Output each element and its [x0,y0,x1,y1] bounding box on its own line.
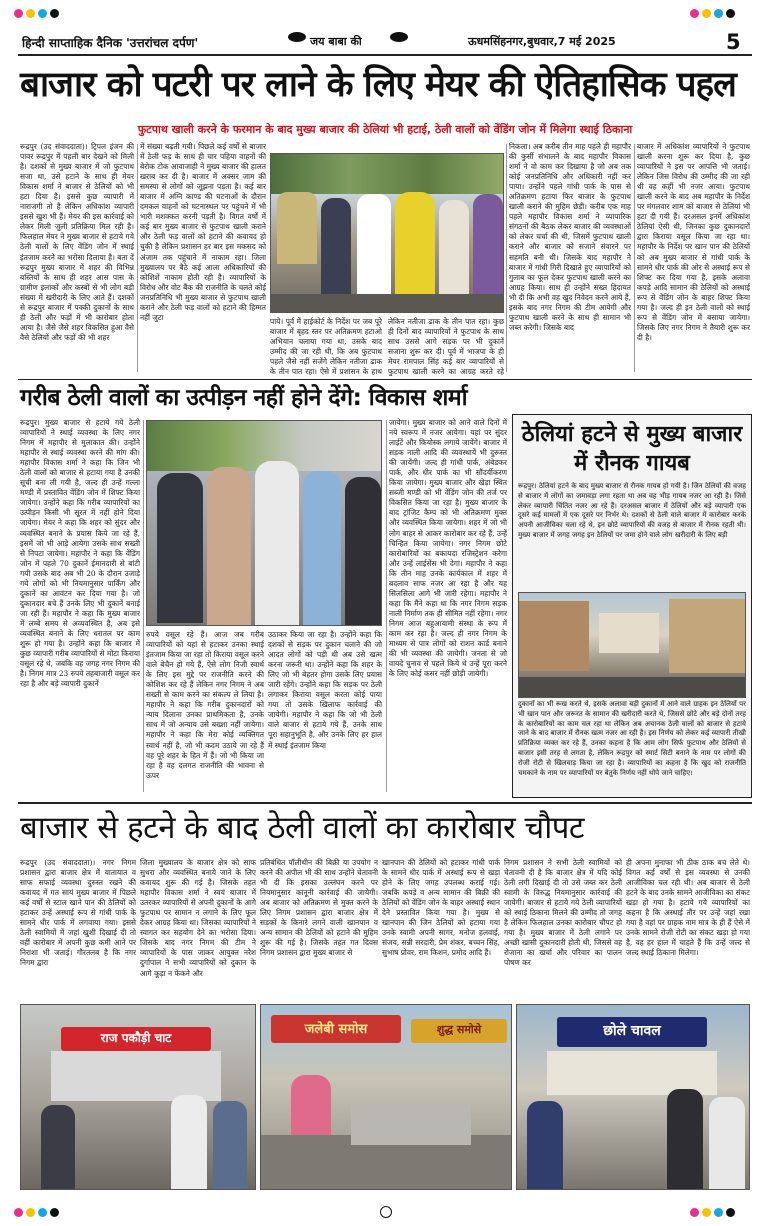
header-slogan: जय बाबा की [310,35,362,48]
story2-column-1: रूद्रपुर। मुख्य बाजार से हटाये गये ठेली व्यापारियों ने स्थाई व्यवस्था के लिए नगर निगम में महापौर से मुलाकात की। उन्होंने महापौर से स्थाई व्यवस्था करने की मांग की। महापौर विकास शर्मा ने कहा कि जिन भी ठेली वालों को बाजार से हटाया गया है उनकी सूची बना ली गयी है, जल्द ही उन्हें गल्ला मण्डी में प्रस्तावित वेंडिंग जोन में शिफ्ट किया जायेगा। उन्होंने कहा कि गरीब व्यापारियों का उत्पीड़न किसी भी सूरत में नहीं होने दिया जायेगा। मेयर ने कहा कि शहर को सुंदर और व्यवस्थित बनाने के प्रयास किये जा रहे हैं, इसमें जो भी आड़े आयेगा उसके साथ सख्ती से निपटा जायेगा। महापौर ने कहा कि वेंडिंग जोन में पहले 70 दुकानें ईमानदारी से बांटी गयी उसके बाद अब भी 20 के दौरान उजाड़े गये लोगों को भी नियमानुसार पार्किंग और दुकानें का आवंटन कर दिया गया है। जो दुकानदार बचे हैं उनके लिए भी दुकानें बनाई जा रही हैं। महापौर ने कहा कि मुख्य बाजार में लम्बे समय से अव्यवस्थित है, अब इसे व्यवस्थित बनाने के लिए धरातल पर काम शुरू हो गया है। उन्होंने कहा कि बाजार में कुछ व्यापारी गरीब व्यापारियों से मोटा किराया वसूल रहे थे, जबकि वह जगह नगर निगम की है। निगम मात्र 23 रुपये तहबाजारी वसूल कर रहा है और बड़े व्यापारी दुकानें [20,418,140,689]
story3-column-6: ही अपना मुनाफा भी ठीक ठाक बच लेते थे। विगत कई वर्षों से इस व्यवस्था से उनकी आजीविका चल रही थी। अब बाजार से ठेली हटने के बाद उनके सामने आजीविका का संकट खड़ा हो गया है। हटाये गये व्यापारियों का कहना है कि अस्थाई तौर पर उन्हें जहां रखा गया है वहां पर ग्राहक नाम मात्र के ही हैं ऐसे में उनके सामने रोजी रोटी का संकट खड़ा हो गया है, वह हर हाल में चाहते हैं कि उन्हें जल्द से जल्द स्थाई ठिकाना मिलेगा। [626,858,750,958]
story3-column-2: जिला मुख्यालय के बाजार क्षेत्र को साफ सुथरा और व्यवस्थित बनाये जाने के लिए कवायद शुरू की गई है। जिसके तहत महापौर विकास शर्मा ने स्वयं बाजार में उतरकर व्यापारियों से अपनी दुकानों के आगे फुटपाथ पर सामान न लगाने के लिए फूल देकर आग्रह किया था। जिसका व्यापारियों ने स्वागत कर सहयोग देने का भरोसा दिया। जिसके बाद नगर निगम की टीम ने व्यापारियों के पास जाकर आयुक्त नरेश दुर्गापाल ने सभी व्यापारियों को दुकान के आगे कूड़ा न फेंकने और [140,858,256,978]
color-dot-yellow [26,9,35,18]
color-dot-cyan [714,1208,723,1217]
color-dot-cyan [38,1208,47,1217]
header-rule [18,54,752,56]
story1-subheadline: फुटपाथ खाली करने के फरमान के बाद मुख्य बाजार की ठेलियां भी हटाई, ठेली वालों को वेंडिंग जोन में मिलेगा स्थाई ठिकाना [137,123,633,136]
box-story-paragraph-1: रूद्रपुर। ठेलियां हटने के बाद मुख्य बाजार से रौनक गायब हो गयी है। जिन ठेलियों की वजह से बाजार में लोगों का जमावड़ा लगा रहता था अब वह भीड़ गायब नजर आ रही है। जिसे लेकर व्यापारी चिंतित नजर आ रहे हैं। दरअसल बाजार में ठेलियों और बड़े व्यापारी एक दूसरे कई मामलों में एक दूसरे पर निर्भर थे। दशकों से ठेली वाले बाजार में कारोबार करके अपनी आजीविका चला रहे थे, इन छोटे व्यापारियों की वजह से बाजार में रौनक रहती थी। मुख्य बाजार में जगह जगह इन ठेलियों पर जमा होने वाले लोग खरीदारी के लिए बड़ी [518,482,746,539]
story2-column-4: जायेगा। मुख्य बाजार को आने वाले दिनों में नये स्वरूप में नजर आयेगा। यहां पर सुंदर लाईटें और कियोस्क लगाये जायेंगे। बाजार में सड़क नाली आदि की व्यवस्थायें भी दुरूस्त की जायेंगी। जल्द ही गांधी पार्क, अंबेडकर पार्क, और धीर पार्क का भी सौंदर्यीकरण किया जायेगा। मुख्य बाजार और खेड़ा स्थित सब्जी मण्डी को भी वेंडिंग जोन की तर्ज पर विकसित किया जा रहा है। मुख्य बाजार के बाद ट्रांजिट कैम्प को भी अतिक्रमण मुक्त और व्यवस्थित किया जायेगा। शहर में जो भी लोग बाहर से आकर कारोबार कर रहे हैं, उन्हें चिन्हित किया जायेगा। नगर निगम छोटे कारोबारियों का बकायदा रजिस्ट्रेशन करेगा और उन्हें लाईसेंस भी देगा। महापौर ने कहा कि तीन माह उनके कार्यकाल में शहर में बदलाव साफ नजर आ रहा है और यह सिलसिला आगे भी जारी रहेगा। महापौर ने कहा कि मैंने कहा था कि नगर निगम सड़क नाली निर्माण तक ही सीमित नहीं रहेगा। नगर निगम आज बहुआयामी संस्था के रूप में काम कर रहा है। जल्द ही नगर निगम के माध्यम से पात्र लोगों को राशन कार्ड बनाने की भी व्यवस्था की जायेगी। जनता से जो वायदे चुनाव से पहले किये थे उन्हें पूरा करने के लिए कोई कसर नहीं छोड़ी जायेगी। [389,418,507,679]
color-dot-black [50,9,59,18]
story1-column-5: निकला। अब करीब तीन माह पहले ही महापौर की कुर्सी संभालने के बाद महापौर विकास शर्मा ने वो काम कर दिखाया है जो अब तक कोई जनप्रतिनिधि और अधिकारी नहीं कर पाया। उन्होंने पहले गांधी पार्क के पास से अतिक्रमण हटाया फिर बाजार के फुटपाथ खाली कराने की मुहिम छेड़ी। करीब एक माह पहले महापौर विकास शर्मा ने व्यापारिक संगठनों की बैठक लेकर बाजार की व्यवस्थाओं को लेकर चर्चा की थी, जिसमें फुटपाथ खाली कराने और बाजार को सजाने संवारने पर सहमति बनी थी। जिसके बाद महापौर ने बाजार में गांधी गिरी दिखाते हुए व्यापारियों को गुलाब का फूल देकर फुटपाथ खाली करने का आग्रह किया। साथ ही उन्होंने सख्त हिदायत भी दी कि अभी वह खुद निवेदन करने आये हैं, इसके बाद नगर निगम की टीम आयेगी और फुटपाथ खाली करने के साथ ही सामान भी जब्त करेगी। जिसके बाद [509,142,631,332]
color-dot-pink [14,9,23,18]
story2-column-2: रुपये वसूल रहे हैं। आज जब गरीब व्यापारियों को यहां से हटाकर उनका स्थाई इंतजाम किया जा रहा तो किराया वसूल करने वाले बेचैन हो गये हैं, ऐसे लोग निजी स्वार्थ के लिए इस मुद्दे पर राजनीति करने की कोशिश कर रहे हैं लेकिन नगर निगम ने अब सख्ती से काम करने का संकल्प ले लिया है। महापौर ने कहा कि गरीब दुकानदारों को न्याय दिलाना उनका प्राथमिकता है, उनके साथ में जो अन्याय उसे बख्शा नहीं जायेगा। महापौर ने कहा कि मेरा कोई व्यक्तिगत स्वार्थ नहीं है, जो भी कदम उठाये जा रहे हैं वह पूरे शहर के हित में हैं। जो भी किया जा रहा है वह दलगत राजनीति की भावना से ऊपर [146,630,264,780]
story1-headline: बाजार को पटरी पर लाने के लिए मेयर की ऐतिहासिक पहल [20,65,736,105]
box-story-paragraph-2: दुकानों का भी रूख करते थे, इसके अलावा बड़ी दुकानों में आने वाले ग्राहक इन ठेलियों पर भी खान पान और जरूरत के सामान की खरीदारी करते थे, जिससे छोटे और बड़े दोनों तरह के कारोबारियों का काम चल रहा था लेकिन अब अचानक ठेली वालों को बाजार से हटाये जाने के बाद बाजार में रौनक खत्म नजर आ रही है। इस निर्णय को लेकर कई व्यापारी तीखी प्रतिक्रिया व्यक्त कर रहे हैं, उनका कहना है कि आम लोग सिर्फ फुटपाथ और ठेलियों से बाजार इसी तरह से लगता है, लेकिन रूद्रपुर को स्मार्ट सिटी बनाने के नाम पर लोगों की रोजी रोटी से खिलवाड़ किया जा रहा है। व्यापारियों का कहना है कि खुद को राजनीति चमकाने के नाम पर व्यापारियों पर बेतुके निर्णय नहीं थोपे जाने चाहिए। [518,700,746,777]
color-dot-yellow [702,9,711,18]
story3-column-4: खानपान की ठेलियों को हटाकर गांधी पार्क के सामने धीर पार्क में अस्थाई रूप से खड़ा होने के लिए जगह उपलब्ध कराई गई। जबकि कपड़े व अन्य सामान की बिक्री की ठेलियों को वेंडिंग जोन के बाहर अस्थाई स्थान देने प्रस्तावित किया गया है। मुख्य से खानपान की जिन ठेलियों को हटाया गया उनके स्वामी अपनी सागर, मनोज हलवाई, संजय, सन्नी सरदारी, प्रेम शंकर, बच्चन सिंह, सुभाष प्रोवर, राम किशन, प्रमोद आदि हैं। [382,858,500,958]
color-dot-pink [690,9,699,18]
color-dot-yellow [26,1208,35,1217]
story2-column-3: उठाकर किया जा रहा है। उन्होंने कहा कि दशकों से सड़क पर दुकान चलाने की जो आदत लोगों को पड़ी थी अब उसे खत्म करना जरूरी था। उन्होंने कहा कि शहर के लिए जो भी बेहतर होगा उसके लिए प्रयास जारी रहेंगे। उन्होंने कहा कि सड़क पर ठेली लगाकर किराया वसूल करता कोई पाया गया तो उसके खिलाफ कार्रवाई की जायेगी। महापौर ने कहा कि जो भी ठेली वाले बाजार से हटाये गये हैं, उनके साथ पूरा सहानुभूति है, और उनके लिए हर हाल में स्थाई इंतजाम किया [268,630,382,750]
color-dot-cyan [714,9,723,18]
registration-mark-icon [380,1206,392,1218]
column-rule [506,144,507,372]
color-dot-cyan [38,9,47,18]
column-rule [143,420,144,792]
story3-column-1: रूद्रपुर (उद संवाददाता)। नगर निगम प्रशासन द्वारा बाजार क्षेत्र में यातायात व साफ सफाई व्यवस्था दुरुस्त रखने की कवायद में गत सायं मुख्य बाजार में पिछले कई वर्षों से स्टाल खाने पान की ठेलियों को हटाकर उन्हें अस्थाई रूप से गांधी पार्क के सामने धीर पार्क में लगवाया गया। इससे ठेली स्वामियों में जहां खुशी दिखाई दी तो वहीं कारोबार में अपनी कुछ कमी आने पर निराशा भी जताई। गौरतलब है कि नगर निगम द्वारा [20,858,136,968]
paper-name: हिन्दी साप्ताहिक दैनिक 'उत्तरांचल दर्पण' [22,36,199,50]
cart-sign: राज पकौड़ी चाट [100,1031,172,1045]
dateline: ऊधमसिंहनगर,बुधवार,7 मई 2025 [468,35,616,48]
photo-mayor-meeting-vendors [146,420,382,626]
box-story-headline: ठेलियां हटने से मुख्य बाजार में रौनक गायब [521,422,743,476]
story1-column-1: रूद्रपुर (उद संवाददाता)। ट्रिपल इंजन की पावर रूद्रपुर में पहली बार देखने को मिली है। दशकों से मुख्य बाजार में जो फुटपाथ सजा था, उसे हटाने के साथ ही मेयर विकास शर्मा ने बाजार से ठेलियों को भी हटा दिया है। इससे कुछ व्यापारी में नाराजगी तो है लेकिन अधिकांश व्यापारी इससे खुश भी हैं। मेयर की इस कार्रवाई को लेकर मिली जुली प्रतिक्रिया मिल रही है। फिलहाल मेयर ने मुख्य बाजार से हटाये गये ठेली वालों के लिए वेंडिंग जोन में स्थाई इंतजाम करने का भरोसा दिलाया है। बता दें रूद्रपुर मुख्य बाजार में शहर की विभिन्न बस्तियों के साथ ही शहर आस पास के ग्रामीण इलाकों और कस्बों से भी लोग बड़ी संख्या में खरीदारी के लिए आते हैं। दशकों से रूद्रपुर बाजार में पक्की दुकानों के साथ ही ठेली और फड़ों में भी कारोबार होता आया है। जैसे जैसे शहर विकसित हुआ वैसे वैसे ठेलियों और फड़ों की भी शहर [20,142,134,342]
section-rule [18,802,752,804]
photo-vendor-cart-2 [260,1004,512,1190]
color-dot-pink [14,1208,23,1217]
photo-vendor-cart-1 [20,1004,256,1190]
story3-headline: बाजार से हटने के बाद ठेली वालों का कारोबार चौपट [20,810,584,846]
leaf-icon [390,32,408,42]
photo-vendor-cart-3 [516,1004,750,1190]
color-dot-yellow [702,1208,711,1217]
page-number: 5 [726,30,741,54]
column-rule [386,420,387,792]
photo-mayor-in-market [270,153,504,313]
color-dot-pink [690,1208,699,1217]
story1-column-6: बाजार में अधिकांश व्यापारियों ने फुटपाथ खाली करना शुरू कर दिया है, कुछ व्यापारियों ने इस पर आपत्ति भी जताई। लेकिन जिस विरोध की उम्मीद की जा रही थी वह कहीं भी नजर आया। फुटपाथ खाली करने के बाद अब महापौर के निर्देश पर मंगलवार शाम को बाजार से ठेलियां भी हटा दी गयी हैं। दरअसल इनमें अधिकांश ठेलियां ऐसी थी, जिनका कुछ दुकानदारों द्वारा किराया वसूल किया जा रहा था। महापौर के निर्देश पर खान पान की ठेलियों को अब मुख्य बाजार से गांधी पार्क के सामने धीर पार्क की ओर से अस्थाई रूप से शिफ्ट कर दिया गया है, इसके अलावा कपड़े आदि सामान की ठेलियों को अस्थाई रूप से वेंडिंग जोन के बाहर शिफ्ट किया गया है। जल्द ही इन ठेली वालों को स्थाई रूप से वेंडिंग जोन में बसाया जायेगा। जिसके लिए नगर निगम ने तैयारी शुरू कर दी है। [637,142,750,342]
cart-sign: छोले चावल [603,1023,661,1039]
story1-column-2: में संख्या बढ़ती गयी। पिछले कई वर्षों से बाजार में ठेली फड़ के साथ ही चार पहिया वाहनों की बेरोक टोक आवाजाही ने मुख्य बाजार की हालत खराब कर दी है। बाजार में अक्सर जाम की समस्या से लोगों को जूझना पड़ता है। कई बार बाजार में अग्नि काण्ड की घटनाओं के दौरान दमकल वाहनों को घटनास्थल पर पहुंचने में भी भारी मशक्कत करनी पड़ती है। विगत वर्षों में कई बार मुख्य बाजार से फुटपाथ खाली कराने और ठेली फड़ वालों को हटाने की कवायद हो चुकी है लेकिन प्रशासन हर बार इस मकसद को अंजाम तक पहुंचाने में नाकाम रहा। जिला मुख्यालय पर बैठे कई आला अधिकारियों की कोशिशें नाकाम होती रही है। व्यापारियों के विरोध और वोट बैंक की राजनीति के चलते कोई जनप्रतिनिधि भी मुख्य बाजार से फुटपाथ खाली कराने और ठेली फड़ वालों को हटाने की हिम्मत नहीं जुटा [140,142,266,322]
cart-sign: शुद्ध समोसे [436,1023,482,1036]
color-dot-black [50,1208,59,1217]
color-dot-black [726,1208,735,1217]
story3-column-5: निगम प्रशासन ने सभी ठेली स्वामियों को चेतावनी दी है कि बाजार क्षेत्र में यदि कोई ठेली लगी दिखाई दी तो उसे जब्त कर ठेली स्वामी के विरुद्ध नियमानुसार कार्रवाई की जायेगी। बाजार से हटाये गये ठेली व्यापारियों को स्थाई ठिकाना मिलने की उम्मीद तो जगह है लेकिन फिलहाल उनका कारोबार चौपट हो गया है। मुख्य बाजार में ठेली लगाने पर अच्छी खासी दुकानदारी होती थी, जिससे वह रोजाना का खर्चा और परिवार का पालन पोषण कर [504,858,622,968]
cart-sign: जलेबी समोस [304,1022,368,1037]
leaf-icon [288,32,306,42]
story1-column-4: लेकिन नतीजा ढाक के तीन पात रहा। कुछ ही दिनों बाद व्यापारियों ने फुटपाथ के साथ साथ उससे आगे सड़क पर भी दुकानें सजाना शुरू कर दी। पूर्व में भाजपा के ही मेयर रामपाल सिंह कई बार व्यापारियों से फुटपाथ खाली करने का आग्रह करते रहे [388,317,504,377]
section-rule [18,379,752,380]
story3-column-3: प्रतिबंधित पॉलीथीन की बिक्री या उपयोग न करने की अपील भी की साथ उन्होंने चेतावनी भी दी कि इसका उल्लंघन करने पर नियमानुसार कानूनी कार्रवाई की जायेगी। अब बाजार को अतिक्रमण से मुक्त करने के लिए निगम प्रशासन द्वारा बाजार क्षेत्र में सड़कों के किनारे लगने वाली खानपान व अन्य सामान की ठेलियों को हटाने की मुहिम शुरू की गई है। जिसके तहत गत दिवस निगम प्रशासन द्वारा मुख्य बाजार से [260,858,378,958]
column-rule [634,144,635,372]
story1-column-3: पाये। पूर्व में हाईकोर्ट के निर्देश पर जब पूरे बाजार में बृहद स्तर पर अतिक्रमण हटाओ अभियान चलाया गया था, उसके बाद उम्मीद की जा रही थी, कि अब फुटपाथ पहले जैसे नहीं सजेंगे लेकिन नतीजा ढाक के तीन पात रहा। ऐसे में प्रशासन के हाथ [270,317,382,377]
column-rule [137,144,138,372]
story2-headline: गरीब ठेली वालों का उत्पीड़न नहीं होने देंगे: विकास शर्मा [20,385,468,411]
color-dot-black [726,9,735,18]
photo-empty-market [518,592,746,698]
